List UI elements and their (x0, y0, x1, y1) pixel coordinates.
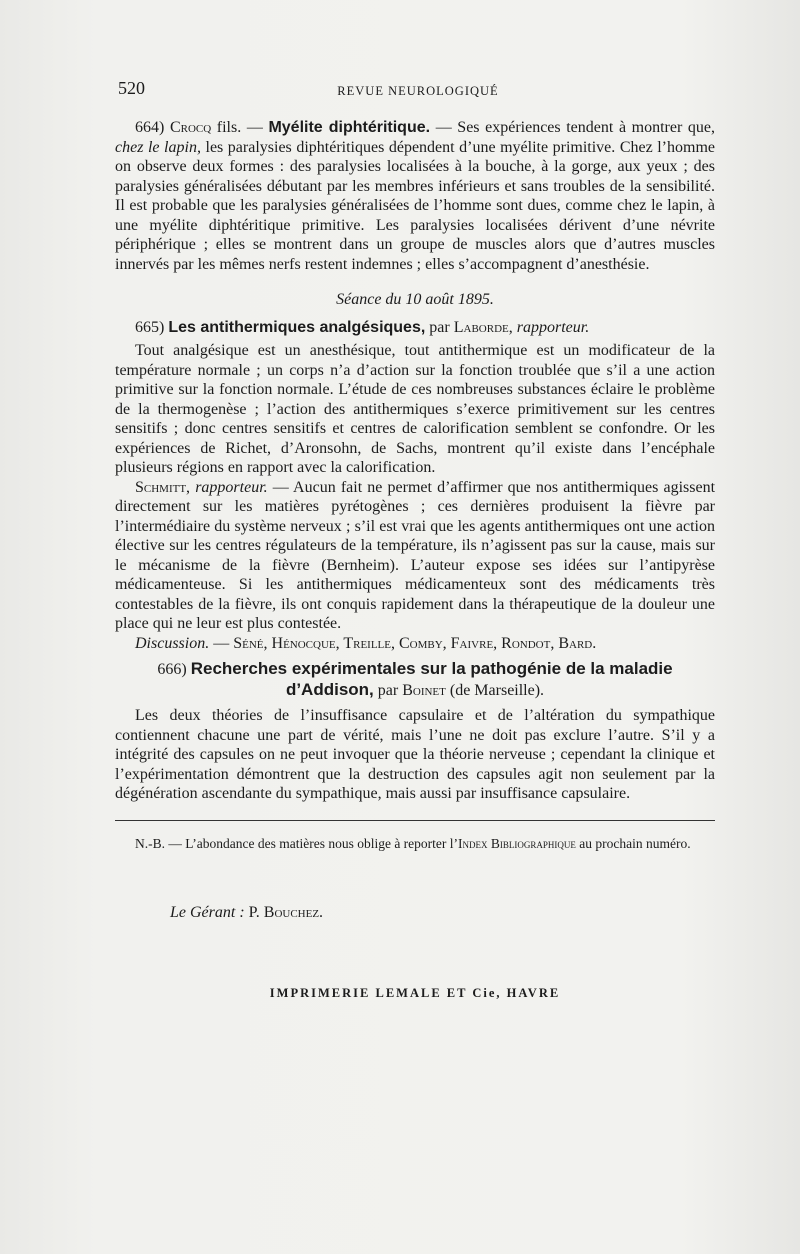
article-665-by: par (429, 318, 450, 336)
article-664-text-2: les paralysies diphtéritiques dépendent d’une myélite primitive. Chez l’homme on observe deux formes : des paralysies localisées à la bouche, à la gorge, aux yeux ; des paralysies généralisées débutant par les membres inférieurs et sans troubles de la sensibilité. Il est probable que les paralysies généralisées de l’homme sont dues, comme chez le lapin, à une myélite diphtéritique primitive. Les paralysies localisées dérivent d’une névrite périphérique ; elles se montrent dans un groupe de muscles alors que d’autres muscles innervés par les mêmes nerfs restent indemnes ; elles s’accompagnent d’anesthésie. (115, 138, 716, 273)
article-665-number: 665) (135, 318, 165, 336)
article-664-title: Myélite diphtéritique. (268, 119, 431, 136)
article-665-para-2 (115, 478, 715, 634)
article-666-title-1: Recherches expérimentales sur la pathogénie de la maladie (190, 659, 673, 678)
article-666-origin: (de Marseille). (449, 681, 545, 699)
gerant-label: Le Gérant : (170, 903, 245, 921)
article-666-heading (115, 659, 715, 700)
article-666-heading-line-1 (115, 659, 715, 680)
printer-imprint: IMPRIMERIE LEMALE ET Cie, HAVRE (269, 986, 561, 1000)
article-666-heading-line-2 (115, 680, 715, 701)
article-666-title-2: d’Addison, (285, 679, 374, 699)
article-664-text-italic: chez le lapin, (115, 138, 201, 156)
article-664-number: 664) (135, 119, 165, 136)
editorial-note-text: N.-B. — L’abondance des matières nous oblige à reporter l’ (135, 835, 459, 851)
article-664-author: Crocq (169, 119, 212, 136)
seance-heading: Séance du 10 août 1895. (336, 291, 494, 308)
page-header (118, 78, 718, 102)
editorial-note-index: Index Bibliographique (458, 835, 576, 851)
page-body (115, 118, 715, 1004)
article-664-text-1: — Ses expériences tendent à montrer que, (435, 119, 716, 136)
discussion-names: — Séné, Hénocque, Treille, Comby, Faivre, Rondot, Bard. (213, 634, 597, 652)
article-665-heading (115, 318, 715, 338)
editorial-note (115, 835, 715, 853)
separator-rule (115, 820, 715, 821)
article-666-text: Les deux théories de l’insuffisance capsulaire et de l’altération du sympathique contiennent chacune une part de vérité, mais l’une ne doit pas exclure l’autre. S’il y a intégrité des capsules on ne peut invoquer que la théorie nerveuse ; cependant la clinique et l’expérimentation démontrent que la destruction des capsules agit non seulement par la dégénération ascendante du sympathique, mais aussi par insuffisance capsulaire. (115, 707, 715, 802)
article-665-discussion (115, 634, 715, 654)
article-665-title: Les antithermiques analgésiques, (168, 318, 426, 336)
article-666-number: 666) (157, 661, 187, 678)
article-664-author-suffix: fils. — (216, 119, 263, 136)
article-665-author: Laborde, (453, 318, 513, 336)
article-666-by: par (377, 681, 399, 699)
page-number: 520 (118, 78, 145, 98)
gerant-name: Bouchez. (263, 903, 324, 921)
discussion-label: Discussion. (135, 634, 210, 652)
gerant-initial: P. (248, 903, 260, 921)
article-665-author-2: Schmitt, (135, 478, 191, 496)
article-665-role-2: rapporteur. (195, 478, 268, 496)
running-title: REVUE NEUROLOGIQUÉ (337, 84, 499, 98)
article-665-para-1: Tout analgésique est un anesthésique, tout antithermique est un modificateur de la température normale ; un corps n’a d’action sur la fonction troublée que s’il a une action primitive sur la fonction normale. L’étude de ces nombreuses substances éclaire le problème de la thermogenèse ; l’action des antithermiques s’exerce primitivement sur les centres sensitifs ; donc centres sensitifs et centres de calorification semblent se confondre. Or les expériences de Richet, d’Aronsohn, de Sachs, montrent qu’il existe dans l’encéphale plusieurs régions en rapport avec la calorification. (115, 342, 715, 476)
gerant-line (115, 903, 715, 923)
editorial-note-end: au prochain numéro. (579, 835, 691, 851)
article-665-para-2-text: — Aucun fait ne permet d’affirmer que nos antithermiques agissent directement sur les matières pyrétogènes ; ces dernières produisent la fièvre par l’intermédiaire du système nerveux ; s’il est vrai que les agents antithermiques ont une action élective sur les centres régulateurs de la température, ils n’agissent pas sur la cause, mais sur le mécanisme de la fièvre (Bernheim). L’auteur expose ses idées sur l’antipyrèse médicamenteuse. Si les antithermiques médicamenteux sont des médicaments très contestables de la fièvre, ils ont conquis rapidement dans la thérapeutique de la douleur une place qui ne leur est plus contestée. (115, 478, 716, 632)
article-665-role: rapporteur. (516, 318, 590, 336)
article-664 (115, 118, 715, 274)
article-666-author: Boinet (402, 681, 446, 699)
